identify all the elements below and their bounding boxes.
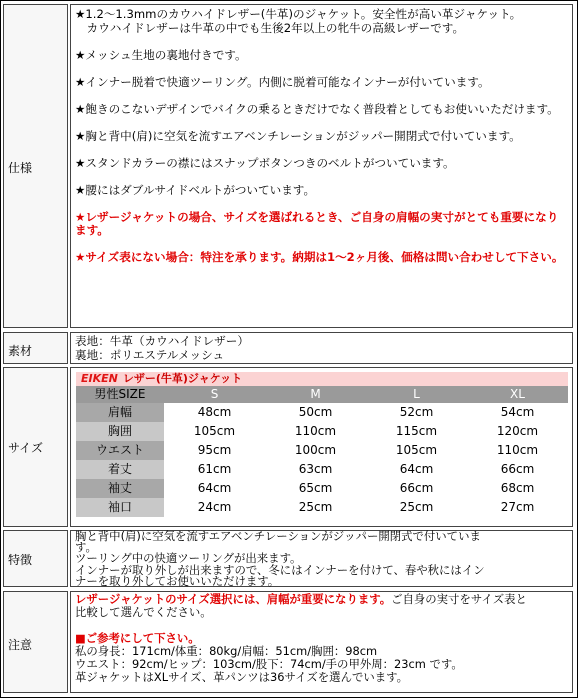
spec-line: ★腰にはダブルサイドベルトがついています。 (75, 182, 316, 197)
notes-text: ご自身の実寸をサイズ表と (391, 592, 527, 606)
size-cell-value: 100cm (294, 442, 337, 457)
size-cell-value: 25cm (399, 499, 434, 514)
notes-reference-title: ■ご参考にして下さい。 (75, 631, 200, 645)
features-line: 胸と背中(肩)に空気を流すエアベンチレーションがジッパー開閉式で付いていま (75, 529, 481, 543)
spec-line: ★胸と背中(肩)に空気を流すエアベンチレーションがジッパー開閉式で付いています。 (75, 128, 521, 143)
size-header-row (76, 386, 568, 403)
features-line: ナーを取り外してお使いいただけます。 (75, 573, 280, 588)
spec-warning-custom: ★サイズ表にない場合：特注を承ります。納期は1～2ヶ月後、価格は問い合わせして下さい。 (75, 250, 564, 264)
size-header-label: 男性SIZE (76, 386, 164, 403)
size-row-label: 袖丈 (76, 479, 164, 498)
spec-label-cell (3, 4, 68, 328)
material-lining: 裏地：ポリエステルメッシュ (75, 347, 225, 362)
features-label: 特徴 (8, 553, 33, 567)
size-row (76, 460, 568, 479)
size-cell-value: 120cm (496, 423, 539, 438)
spec-line: ★1.2～1.3mmのカウハイドレザー(牛革)のジャケット。安全性が高い革ジャケット。 (75, 7, 522, 21)
size-row (76, 441, 568, 460)
spec-cell (70, 4, 573, 328)
size-cell-value: 105cm (193, 423, 236, 438)
size-cell-value: 54cm (500, 404, 535, 419)
size-cell-value: 24cm (197, 499, 232, 514)
notes-label-cell (3, 591, 68, 693)
material-cell (70, 332, 573, 364)
size-row-label: ウエスト (76, 441, 164, 460)
size-cell-value: 110cm (496, 442, 539, 457)
size-cell-value: 61cm (197, 461, 232, 476)
notes-line: 私の身長：171cm/体重：80kg/肩幅：51cm/胸囲：98cm (75, 644, 378, 658)
size-cell-value: 68cm (500, 480, 535, 495)
notes-warning: レザージャケットのサイズ選択には、肩幅が重要になります。 (75, 592, 392, 606)
material-outer: 表地：牛革（カウハイドレザー） (75, 334, 249, 348)
size-cell-value: 27cm (500, 499, 535, 514)
size-cell-value: 66cm (500, 461, 535, 476)
size-row-label: 着丈 (76, 460, 164, 479)
material-label: 素材 (8, 344, 33, 358)
size-cell-value: 95cm (197, 442, 232, 457)
size-cell-value: 64cm (399, 461, 434, 476)
size-row (76, 479, 568, 498)
spec-line: ★インナー脱着で快適ツーリング。内側に脱着可能なインナーが付いています。 (75, 74, 490, 89)
spec-line: ★メッシュ生地の裏地付きです。 (75, 47, 247, 62)
spec-line: カウハイドレザーは牛革の中でも生後2年以上の牝牛の高級レザーです。 (75, 20, 465, 35)
notes-text-cont: 比較して選んでください。 (75, 605, 212, 619)
size-cell-value: 65cm (298, 480, 333, 495)
features-line: す。 (75, 540, 97, 555)
spec-line: ★飽きのこないデザインでバイクの乗るときだけでなく普段着としてもお使いいただけます。 (75, 101, 559, 116)
size-table-wrap (76, 372, 568, 517)
notes-cell (70, 591, 573, 693)
size-cell (70, 367, 573, 527)
notes-line: 革ジャケットはXLサイズ、革パンツは36サイズを選んでいます。 (75, 670, 408, 684)
notes-line: ウエスト：92cm/ヒップ：103cm/股下：74cm/手の甲外周：23cm です。 (75, 657, 463, 671)
size-cell-value: 25cm (298, 499, 333, 514)
size-label: サイズ (8, 441, 44, 455)
material-label-cell (3, 332, 68, 364)
size-table-heading: レザー(牛革)ジャケット (122, 372, 243, 385)
size-col-header: M (265, 386, 366, 403)
size-col-header: XL (467, 386, 568, 403)
size-col-header: S (164, 386, 265, 403)
spec-label: 仕様 (8, 161, 33, 175)
size-cell-value: 64cm (197, 480, 232, 495)
size-cell-value: 66cm (399, 480, 434, 495)
features-cell (70, 530, 573, 587)
size-cell-value: 105cm (395, 442, 438, 457)
features-line: ツーリング中の快適ツーリングが出来ます。 (75, 551, 302, 566)
size-row-label: 肩幅 (76, 403, 164, 422)
size-cell-value: 110cm (294, 423, 337, 438)
size-cell-value: 52cm (399, 404, 434, 419)
size-table-title (76, 372, 568, 386)
notes-label: 注意 (8, 638, 33, 652)
size-cell-value: 115cm (395, 423, 438, 438)
size-cell-value: 50cm (298, 404, 333, 419)
size-row (76, 498, 568, 517)
features-label-cell (3, 530, 68, 587)
spec-line: ★スタンドカラーの襟にはスナップボタンつきのベルトがついています。 (75, 155, 455, 170)
size-col-header: L (366, 386, 467, 403)
size-row-label: 胸囲 (76, 422, 164, 441)
spec-warning-shoulder: ★レザージャケットの場合、サイズを選ばれるとき、ご自身の肩幅の実寸がとても重要になります。 (75, 209, 559, 237)
brand-logo: EIKEN (81, 372, 118, 385)
features-line: インナーが取り外しが出来ますので、冬にはインナーを付けて、春や秋にはイン (75, 562, 485, 577)
size-row (76, 422, 568, 441)
size-row (76, 403, 568, 422)
size-row-label: 袖口 (76, 498, 164, 517)
size-table (76, 386, 568, 517)
size-cell-value: 48cm (197, 404, 232, 419)
size-label-cell (3, 367, 68, 527)
size-cell-value: 63cm (298, 461, 333, 476)
